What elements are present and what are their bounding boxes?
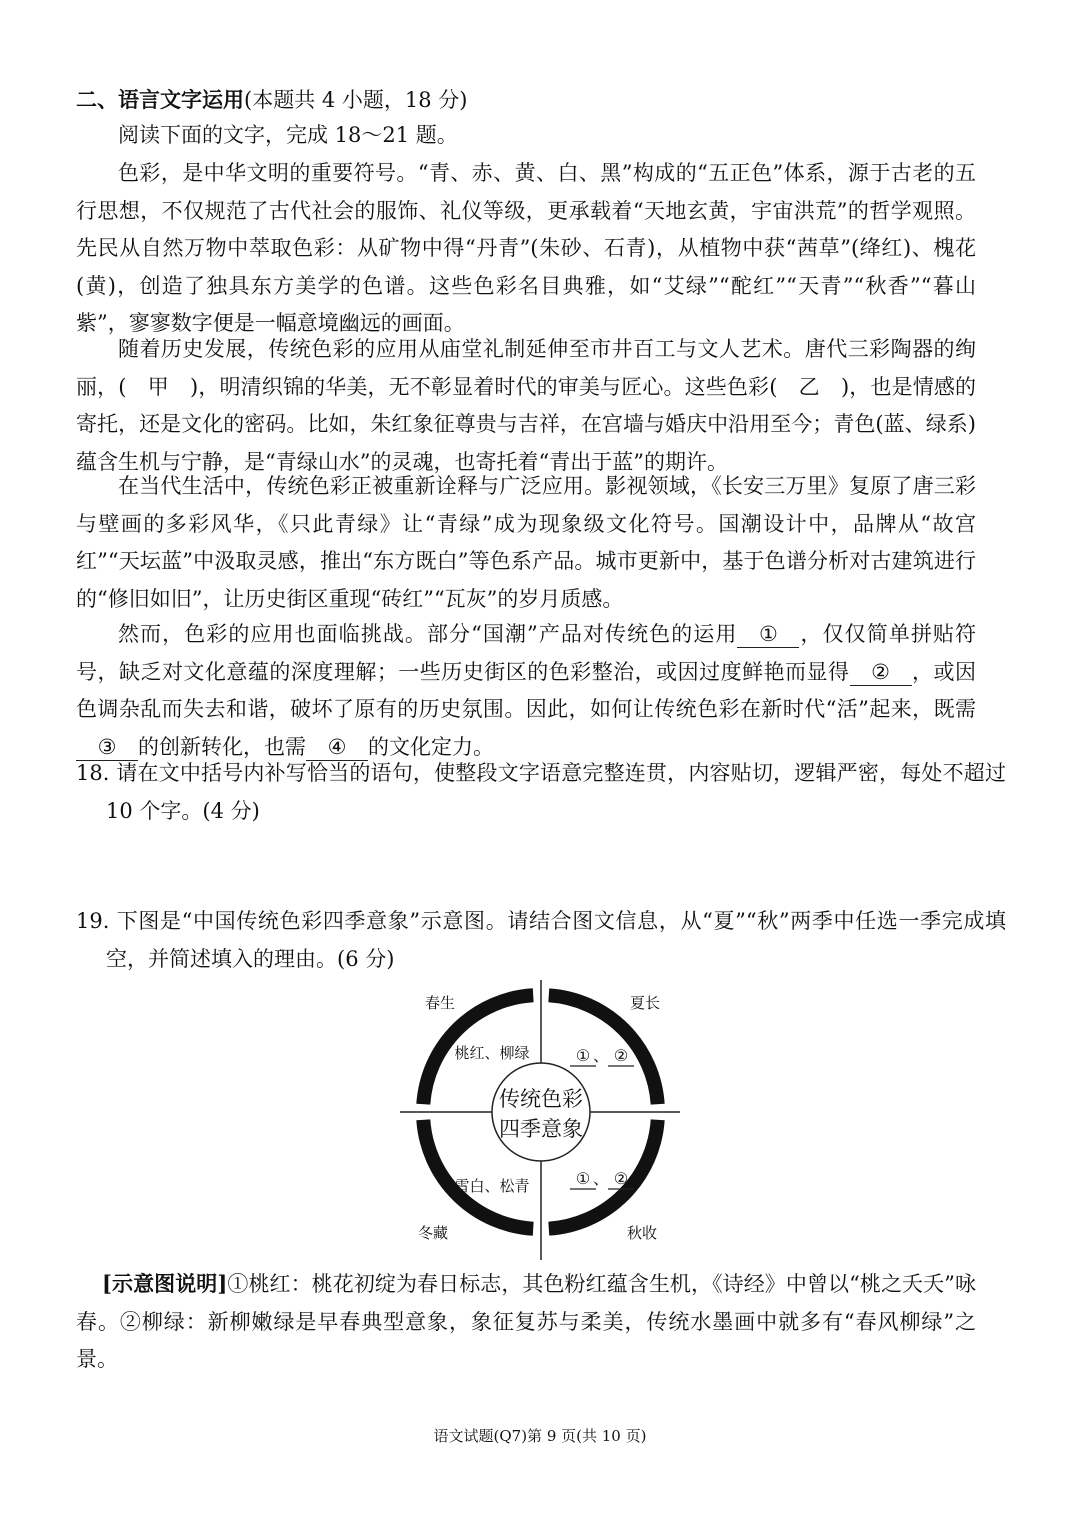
summer-blank-1: ① (575, 1046, 591, 1065)
autumn-label: 秋收 (626, 1224, 658, 1242)
winter-label: 冬藏 (417, 1224, 449, 1242)
p4-text-4: 的创新转化，也需 (138, 734, 306, 759)
note-text: ①桃红：桃花初绽为春日标志，其色粉红蕴含生机，《诗经》中曾以“桃之夭夭”咏春。②柳绿：新柳嫩绿是早春典型意象，象征复苏与柔美，传统水墨画中就多有“春风柳绿”之景。 (76, 1272, 976, 1371)
section-subtitle: (本题共 4 小题，18 分) (244, 88, 468, 112)
passage-paragraph-3: 在当代生活中，传统色彩正被重新诠释与广泛应用。影视领域，《长安三万里》复原了唐三彩与壁画的多彩风华，《只此青绿》让“青绿”成为现象级文化符号。国潮设计中，品牌从“故宫红”“天坛蓝”中汲取灵感，推出“东方既白”等色系产品。城市更新中，基于色谱分析对古建筑进行的“修旧如旧”，让历史街区重现“砖红”“瓦灰”的岁月质感。 (76, 474, 976, 611)
section-heading (76, 84, 468, 114)
spring-label: 春生 (424, 994, 456, 1012)
summer-separator: 、 (592, 1046, 610, 1065)
autumn-separator: 、 (592, 1169, 610, 1188)
blank-3[interactable]: ③ (76, 734, 138, 761)
blank-4[interactable]: ④ (306, 734, 368, 761)
note-label: [示意图说明] (102, 1271, 228, 1296)
autumn-blank-2: ② (613, 1169, 629, 1188)
question-19: 19. 下图是“中国传统色彩四季意象”示意图。请结合图文信息，从“夏”“秋”两季中任选一季完成填空，并简述填入的理由。(6 分) (76, 909, 1006, 971)
diagram-note (76, 1265, 976, 1379)
p4-text-1: 然而，色彩的应用也面临挑战。部分“国潮”产品对传统色的运用 (118, 622, 738, 646)
p4-text-2: ，仅仅简单拼贴符号，缺乏对文化意蕴的深度理解；一些历史街区的色彩整治，或因过度鲜艳而显得 (76, 622, 976, 684)
blank-2[interactable]: ② (850, 659, 912, 686)
page-footer: 语文试题(Q7)第 9 页(共 10 页) (433, 1427, 647, 1445)
p4-text-3: ，或因色调杂乱而失去和谐，破坏了原有的历史氛围。因此，如何让传统色彩在新时代“活”起来，既需 (76, 659, 977, 721)
summer-label: 夏长 (629, 994, 661, 1012)
center-circle (492, 1063, 590, 1161)
center-label-2: 四季意象 (499, 1117, 583, 1141)
section-title: 二、语言文字运用 (76, 87, 244, 112)
center-label-1: 传统色彩 (499, 1087, 583, 1111)
passage-paragraph-2: 随着历史发展，传统色彩的应用从庙堂礼制延伸至市井百工与文人艺术。唐代三彩陶器的绚丽，( 甲 )，明清织锦的华美，无不彰显着时代的审美与匠心。这些色彩( 乙 )，也是情感的寄托，还是文化的密码。比如，朱红象征尊贵与吉祥，在宫墙与婚庆中沿用至今；青色(蓝、绿系)蕴含生机与宁静，是“青绿山水”的灵魂，也寄托着“青出于蓝”的期许。 (76, 337, 976, 474)
summer-blank-2: ② (613, 1046, 629, 1065)
question-18: 18. 请在文中括号内补写恰当的语句，使整段文字语意完整连贯，内容贴切，逻辑严密，每处不超过 10 个字。(4 分) (76, 761, 1006, 823)
spring-colors: 桃红、柳绿 (454, 1044, 530, 1062)
blank-1[interactable]: ① (737, 621, 799, 648)
reading-instruction: 阅读下面的文字，完成 18～21 题。 (118, 123, 458, 147)
seasons-diagram (380, 975, 700, 1265)
p4-text-5: 的文化定力。 (368, 734, 494, 759)
autumn-blank-1: ① (575, 1169, 591, 1188)
passage-paragraph-4 (76, 616, 976, 766)
passage-paragraph-1: 色彩，是中华文明的重要符号。“青、赤、黄、白、黑”构成的“五正色”体系，源于古老的五行思想，不仅规范了古代社会的服饰、礼仪等级，更承载着“天地玄黄，宇宙洪荒”的哲学观照。先民从自然万物中萃取色彩：从矿物中得“丹青”(朱砂、石青)，从植物中获“茜草”(绛红)、槐花(黄)，创造了独具东方美学的色谱。这些色彩名目典雅，如“艾绿”“酡红”“天青”“秋香”“暮山紫”，寥寥数字便是一幅意境幽远的画面。 (76, 161, 976, 335)
winter-colors: 雪白、松青 (454, 1177, 530, 1195)
